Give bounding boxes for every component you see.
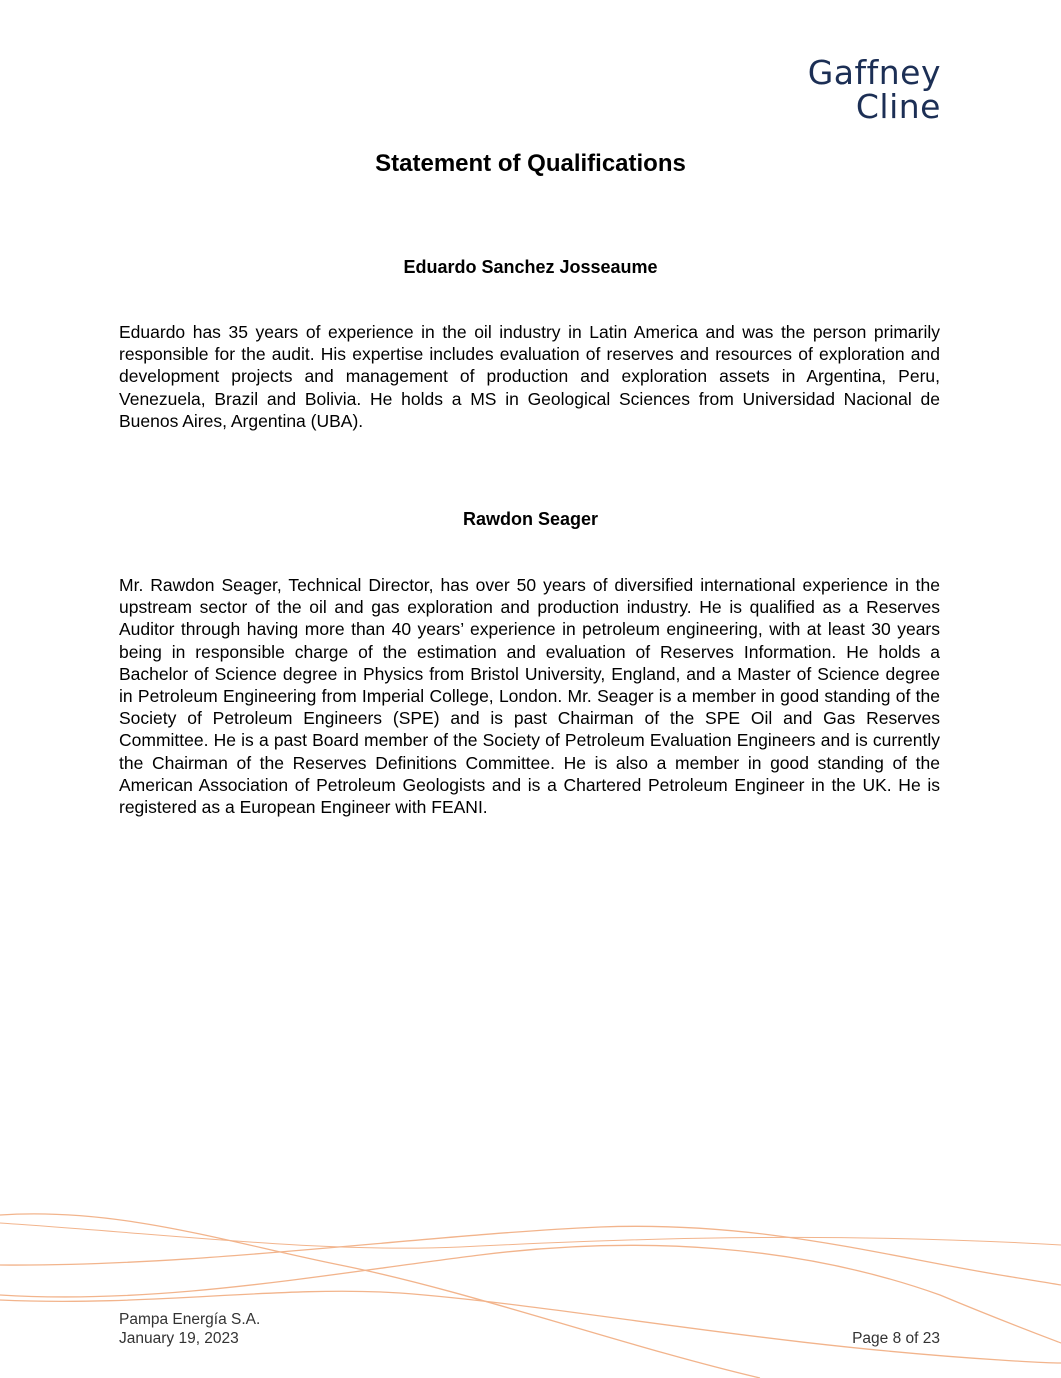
person-name-2: Rawdon Seager (462, 509, 599, 529)
footer-company: Pampa Energía S.A. (119, 1311, 261, 1328)
person-bio-2: Mr. Rawdon Seager, Technical Director, has over 50 years of diversified international experience in the upstream sector of the oil and gas exploration and production industry. He is qualified as a Reserves Auditor through having more than 40 years’ experience in petroleum engineering, with at least 30 years being in responsible charge of the estimation and evaluation of Reserves Information. He holds a Bachelor of Science degree in Physics from Bristol University, England, and a Master of Science degree in Petroleum Engineering from Imperial College, London. Mr. Seager is a member in good standing of the Society of Petroleum Engineers (SPE) and is past Chairman of the SPE Oil and Gas Reserves Committee. He is a past Board member of the Society of Petroleum Evaluation Engineers and is currently the Chairman of the Reserves Definitions Committee. He is also a member in good standing of the American Association of Petroleum Geologists and is a Chartered Petroleum Engineer in the UK. He is registered as a European Engineer with FEANI. (119, 575, 940, 818)
person-name-1: Eduardo Sanchez Josseaume (403, 257, 658, 277)
footer-date: January 19, 2023 (119, 1330, 239, 1347)
footer-left (119, 1310, 260, 1348)
gaffney-cline-logo (807, 53, 941, 126)
person-bio-1: Eduardo has 35 years of experience in the oil industry in Latin America and was the person primarily responsible for the audit. His expertise includes evaluation of reserves and resources of exploration and development projects and management of production and exploration assets in Argentina, Peru, Venezuela, Brazil and Bolivia. He holds a MS in Geological Sciences from Universidad Nacional de Buenos Aires, Argentina (UBA). (119, 322, 940, 431)
logo-line-1: Gaffney (807, 53, 941, 92)
footer-page-number: Page 8 of 23 (852, 1330, 940, 1347)
page-title: Statement of Qualifications (375, 150, 686, 177)
logo-line-2: Cline (855, 87, 941, 126)
decorative-waves (0, 1195, 1061, 1378)
